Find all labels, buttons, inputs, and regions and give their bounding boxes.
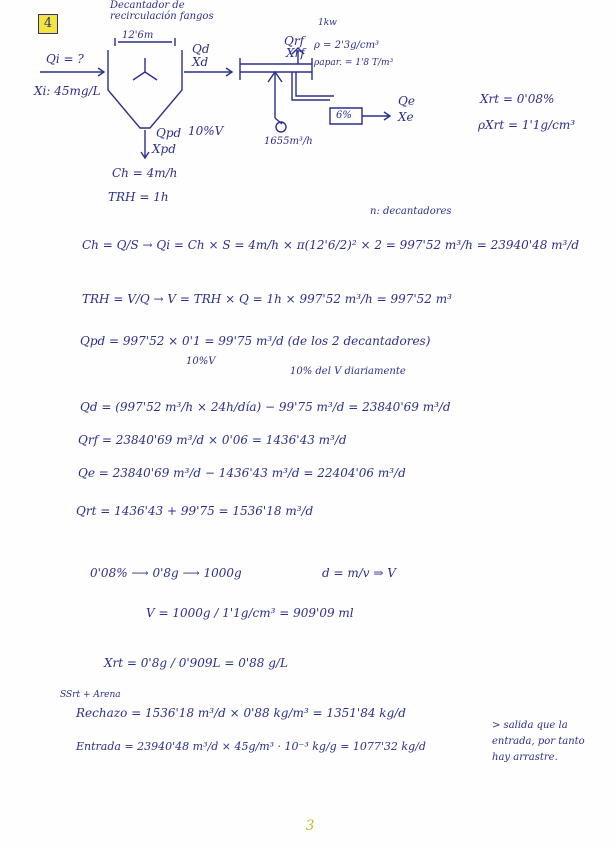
qrf-label: Qrf bbox=[284, 34, 305, 48]
xpd-label: Xpd bbox=[152, 142, 176, 156]
line-entrada: Entrada = 23940'48 m³/d × 45g/m³ · 10⁻³ kg/g = 1077'32 kg/d bbox=[76, 740, 426, 753]
settler-title: Decantador de recirculación fangos bbox=[110, 0, 214, 22]
line-qpd: Qpd = 997'52 × 0'1 = 99'75 m³/d (de los 2 decantadores) bbox=[80, 334, 431, 348]
note-daily: 10% del V diariamente bbox=[290, 366, 406, 377]
note-ssrt: SSrt + Arena bbox=[60, 690, 121, 700]
line-percent: 0'08% ⟶ 0'8g ⟶ 1000g bbox=[90, 566, 242, 580]
apparent-density-label: ρapar. = 1'8 T/m³ bbox=[314, 58, 394, 68]
flow-1655-label: 1655m³/h bbox=[264, 136, 313, 147]
problem-number: 4 bbox=[38, 14, 58, 34]
line-volume: V = 1000g / 1'1g/cm³ = 909'09 ml bbox=[146, 606, 354, 620]
note-conclusion: > salida que la entrada, por tanto hay arrastre. bbox=[492, 720, 585, 763]
outlet-arrow bbox=[184, 68, 232, 76]
rho-xrt-label: ρXrt = 1'1g/cm³ bbox=[478, 118, 576, 132]
purge-arrow bbox=[141, 130, 149, 158]
line-qrt: Qrt = 1436'43 + 99'75 = 1536'18 m³/d bbox=[76, 504, 314, 518]
density-label: ρ = 2'3g/cm³ bbox=[314, 40, 379, 51]
inlet-concentration-label: Xi: 45mg/L bbox=[34, 84, 101, 98]
line-rechazo: Rechazo = 1536'18 m³/d × 0'88 kg/m³ = 1351'84 kg/d bbox=[76, 706, 406, 720]
ch-label: Ch = 4m/h bbox=[112, 166, 178, 180]
effluent-arrow bbox=[362, 112, 390, 120]
xrf-label: Xrf bbox=[286, 46, 305, 60]
xe-label: Xe bbox=[398, 110, 414, 124]
inlet-flow-label: Qi = ? bbox=[46, 52, 84, 66]
line-qi: Ch = Q/S → Qi = Ch × S = 4m/h × π(12'6/2)² × 2 = 997'52 m³/h = 23940'48 m³/d bbox=[82, 238, 580, 252]
trh-label: TRH = 1h bbox=[108, 190, 169, 204]
line-qe: Qe = 23840'69 m³/d − 1436'43 m³/d = 22404'06 m³/d bbox=[78, 466, 406, 480]
qd-label: Qd bbox=[192, 42, 210, 56]
pct6-label: 6% bbox=[336, 110, 352, 121]
line-qrf: Qrf = 23840'69 m³/d × 0'06 = 1436'43 m³/d bbox=[78, 433, 347, 447]
line-xrt: Xrt = 0'8g / 0'909L = 0'88 g/L bbox=[104, 656, 288, 670]
qe-label: Qe bbox=[398, 94, 415, 108]
pct10-label: 10%V bbox=[188, 124, 224, 138]
line-qd: Qd = (997'52 m³/h × 24h/día) − 99'75 m³/d = 23840'69 m³/d bbox=[80, 400, 451, 414]
line-v: TRH = V/Q → V = TRH × Q = 1h × 997'52 m³/h = 997'52 m³ bbox=[82, 292, 452, 306]
n-decant-label: n: decantadores bbox=[370, 206, 452, 217]
line-density: d = m/v ⇒ V bbox=[322, 566, 396, 580]
inlet-arrow bbox=[40, 68, 104, 76]
kw-label: 1kw bbox=[318, 18, 337, 28]
qpd-label: Qpd bbox=[156, 126, 182, 140]
page-number: 3 bbox=[305, 818, 315, 834]
xrt-label: Xrt = 0'08% bbox=[480, 92, 555, 106]
diameter-label: 12'6m bbox=[122, 30, 154, 41]
note-10pct: 10%V bbox=[186, 356, 216, 367]
xd-label: Xd bbox=[192, 55, 209, 69]
clarifier-shape bbox=[240, 58, 312, 80]
